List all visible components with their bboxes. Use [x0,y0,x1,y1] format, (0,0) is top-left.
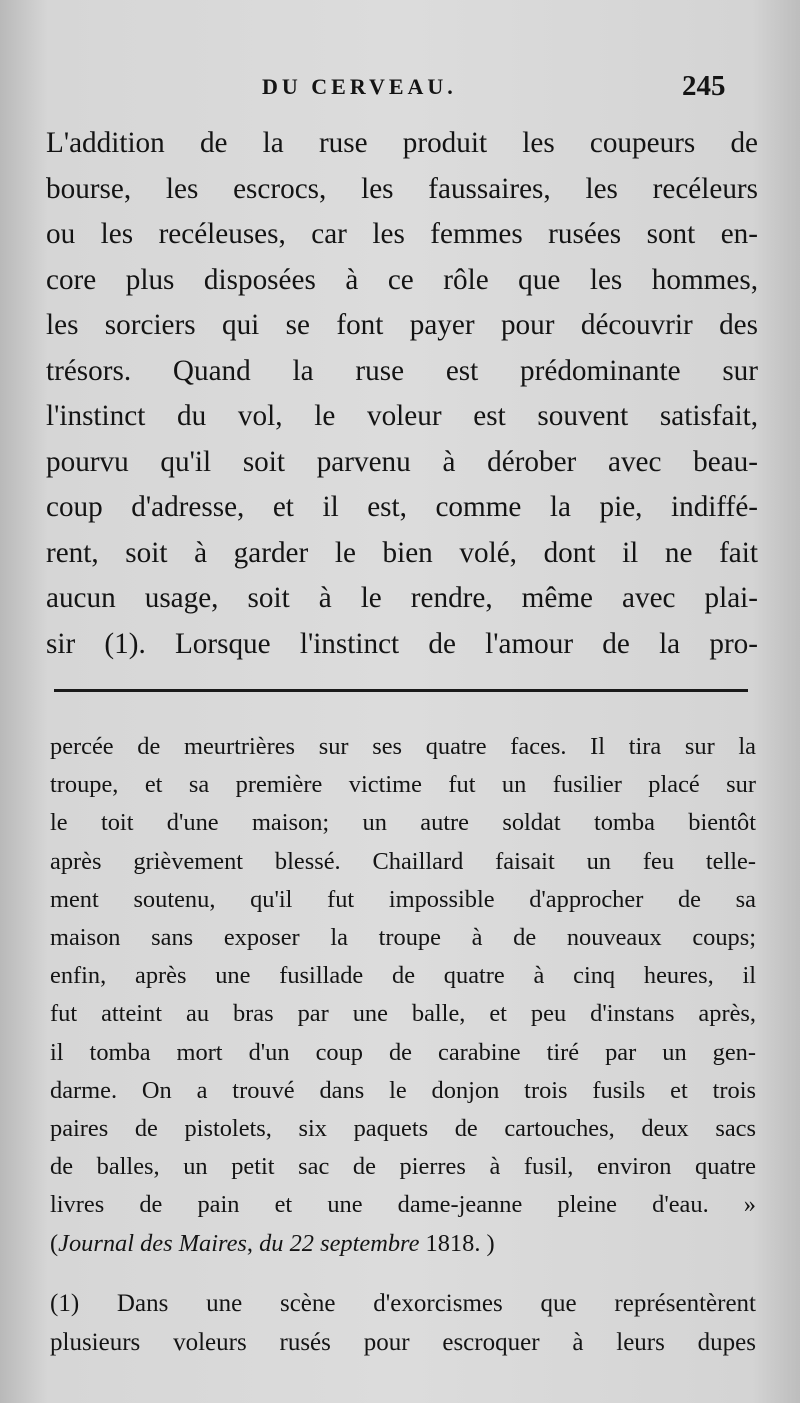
footnote-line: plusieurs voleurs rusés pour escroquer à leurs dupes [50,1329,756,1356]
text-line: core plus disposées à ce rôle que les hommes, [46,263,758,296]
text-line: rent, soit à garder le bien volé, dont il ne fait [46,536,758,569]
text-line: bourse, les escrocs, les faussaires, les recéleurs [46,172,758,205]
citation-year: 1818. ) [419,1229,495,1257]
text-line: L'addition de la ruse produit les coupeurs de [46,127,758,159]
citation-date: du 22 septembre [259,1229,420,1257]
footnote-line: (1) Dans une scène d'exorcismes que représentèrent [50,1290,756,1317]
note-line: troupe, et sa première victime fut un fusilier placé sur [50,771,756,799]
note-line: ment soutenu, qu'il fut impossible d'approcher de sa [50,885,756,913]
page-header [0,70,800,110]
source-citation [50,1225,756,1263]
note-line: darme. On a trouvé dans le donjon trois fusils et trois [50,1076,756,1104]
note-line: de balles, un petit sac de pierres à fusil, environ quatre [50,1153,756,1181]
note-continuation [50,728,756,1263]
note-line: paires de pistolets, six paquets de cartouches, deux sacs [50,1115,756,1143]
text-line: l'instinct du vol, le voleur est souvent satisfait, [46,400,758,432]
note-line: il tomba mort d'un coup de carabine tiré par un gen- [50,1038,756,1066]
text-line: coup d'adresse, et il est, comme la pie, indiffé- [46,491,758,523]
text-line: sir (1). Lorsque l'instinct de l'amour de la pro- [46,627,758,660]
note-line: après grièvement blessé. Chaillard faisait un feu telle- [50,847,756,875]
note-line: le toit d'une maison; un autre soldat tomba bientôt [50,809,756,837]
note-line: enfin, après une fusillade de quatre à cinq heures, il [50,962,756,990]
note-line: percée de meurtrières sur ses quatre faces. Il tira sur la [50,733,756,760]
footnote-divider [54,689,748,692]
note-line: maison sans exposer la troupe à de nouveaux coups; [50,924,756,952]
text-line: ou les recéleuses, car les femmes rusées sont en- [46,218,758,250]
note-line: livres de pain et une dame-jeanne pleine d'eau. » [50,1191,756,1219]
citation-open: ( [50,1229,59,1257]
text-line: pourvu qu'il soit parvenu à dérober avec beau- [46,445,758,478]
running-title: DU CERVEAU. [262,74,457,99]
note-line: fut atteint au bras par une balle, et peu d'instans après, [50,1000,756,1028]
text-line: trésors. Quand la ruse est prédominante sur [46,354,758,387]
page-number: 245 [682,70,726,102]
citation-sep: , [246,1229,260,1257]
text-line: aucun usage, soit à le rendre, même avec plai- [46,582,758,614]
journal-title: Journal des Maires [58,1229,247,1257]
main-paragraph [46,121,758,667]
footnote [50,1284,756,1362]
text-line: les sorciers qui se font payer pour découvrir des [46,309,758,341]
